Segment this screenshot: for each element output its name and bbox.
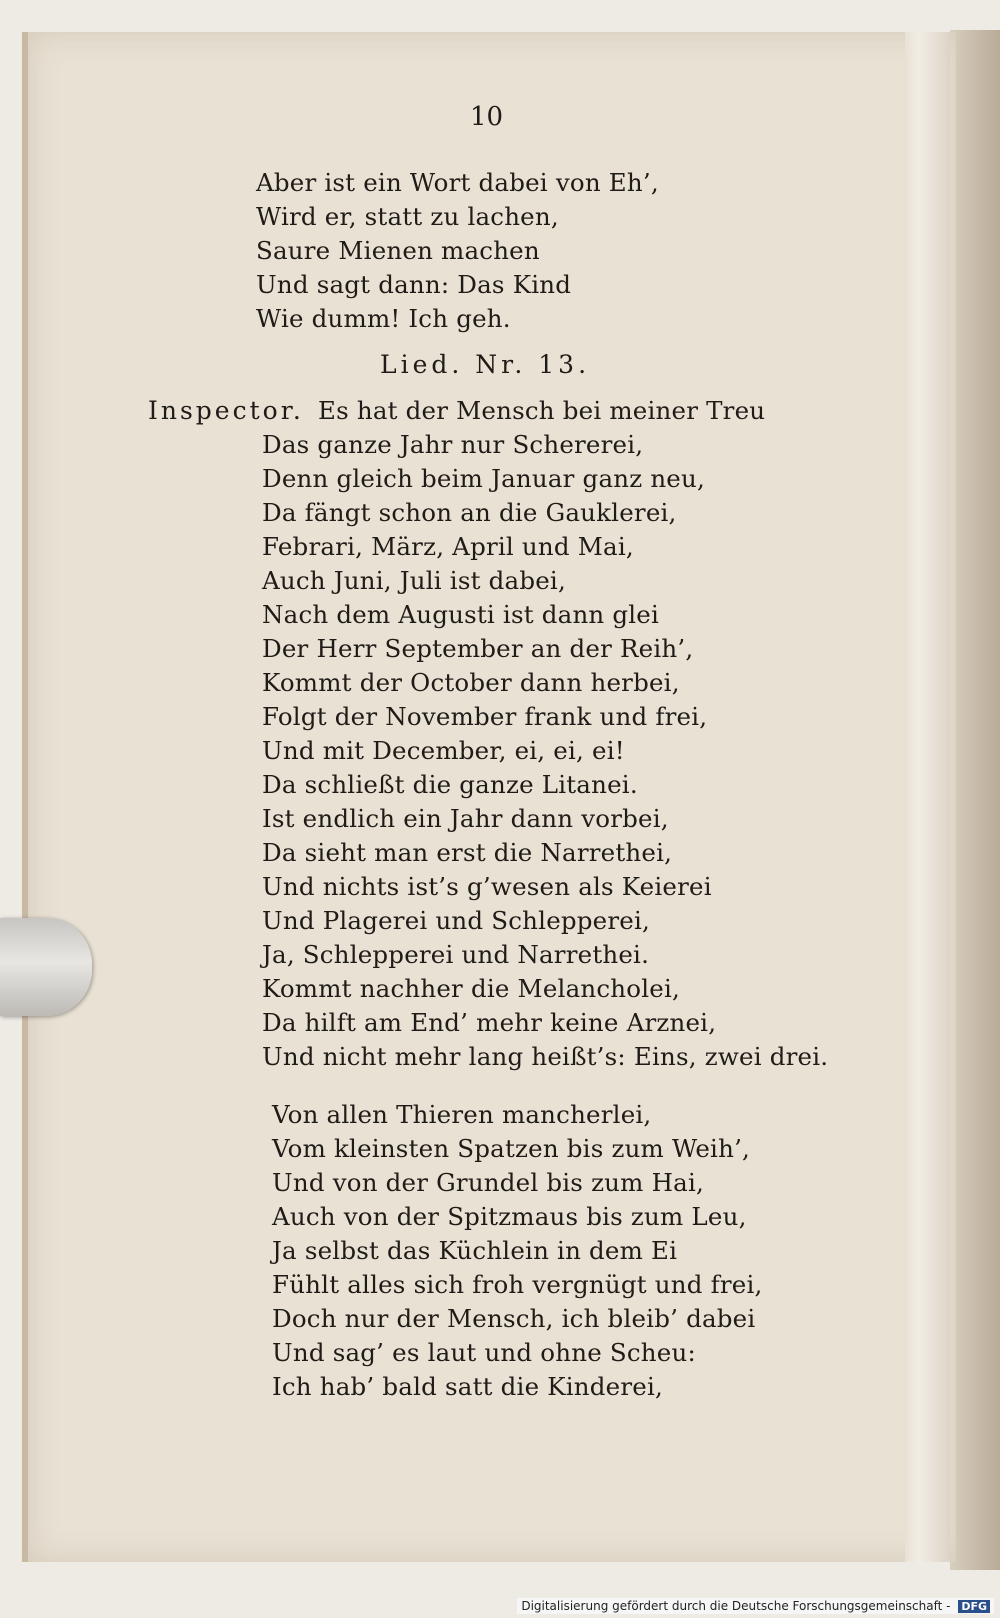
poem-line: Kommt der October dann herbei,: [262, 668, 680, 697]
page-fold-edge: [905, 32, 950, 1562]
poem-line: Nach dem Augusti ist dann glei: [262, 600, 660, 629]
poem-line: Kommt nachher die Melancholei,: [262, 974, 680, 1003]
poem-line: Da hilft am End’ mehr keine Arznei,: [262, 1008, 717, 1037]
page-clip: [0, 918, 92, 1016]
poem-line: Vom kleinsten Spatzen bis zum Weih’,: [272, 1134, 751, 1163]
credit-text: Digitalisierung gefördert durch die Deutsche Forschungsgemeinschaft -: [521, 1599, 951, 1613]
poem-line: Wird er, statt zu lachen,: [256, 202, 559, 231]
dfg-logo: DFG: [958, 1600, 990, 1613]
poem-line: Da sieht man erst die Narrethei,: [262, 838, 673, 867]
poem-line: Und sag’ es laut und ohne Scheu:: [272, 1338, 696, 1367]
poem-line: Da fängt schon an die Gauklerei,: [262, 498, 677, 527]
poem-line: Folgt der November frank und frei,: [262, 702, 708, 731]
poem-line: Und von der Grundel bis zum Hai,: [272, 1168, 704, 1197]
poem-line: Von allen Thieren mancherlei,: [272, 1100, 652, 1129]
poem-line: Ist endlich ein Jahr dann vorbei,: [262, 804, 669, 833]
poem-line: Und Plagerei und Schlepperei,: [262, 906, 650, 935]
adjacent-page-edge: [950, 30, 1000, 1570]
poem-line: Ja selbst das Küchlein in dem Ei: [272, 1236, 678, 1265]
poem-line: Der Herr September an der Reih’,: [262, 634, 694, 663]
poem-line: Und nicht mehr lang heißt’s: Eins, zwei drei.: [262, 1042, 829, 1071]
page-number: 10: [470, 102, 504, 132]
poem-line: Auch von der Spitzmaus bis zum Leu,: [272, 1202, 747, 1231]
poem-line: Wie dumm! Ich geh.: [256, 304, 511, 333]
poem-line: Das ganze Jahr nur Schererei,: [262, 430, 644, 459]
poem-line: Ja, Schlepperei und Narrethei.: [262, 940, 650, 969]
poem-line: Auch Juni, Juli ist dabei,: [262, 566, 566, 595]
poem-line: Und sagt dann: Das Kind: [256, 270, 572, 299]
poem-line: Denn gleich beim Januar ganz neu,: [262, 464, 705, 493]
digitization-credit: [517, 1598, 994, 1614]
poem-line: Fühlt alles sich froh vergnügt und frei,: [272, 1270, 763, 1299]
poem-line: Doch nur der Mensch, ich bleib’ dabei: [272, 1304, 756, 1333]
poem-line: Saure Mienen machen: [256, 236, 540, 265]
poem-line: Und mit December, ei, ei, ei!: [262, 736, 625, 765]
speaker-name: Inspector.: [148, 396, 304, 425]
poem-line: Und nichts ist’s g’wesen als Keierei: [262, 872, 712, 901]
poem-line: Febrari, März, April und Mai,: [262, 532, 634, 561]
poem-line: Da schließt die ganze Litanei.: [262, 770, 638, 799]
poem-line: Ich hab’ bald satt die Kinderei,: [272, 1372, 664, 1401]
poem-line: Es hat der Mensch bei meiner Treu: [318, 396, 766, 425]
song-title: Lied. Nr. 13.: [380, 350, 591, 379]
poem-line: Aber ist ein Wort dabei von Eh’,: [256, 168, 659, 197]
